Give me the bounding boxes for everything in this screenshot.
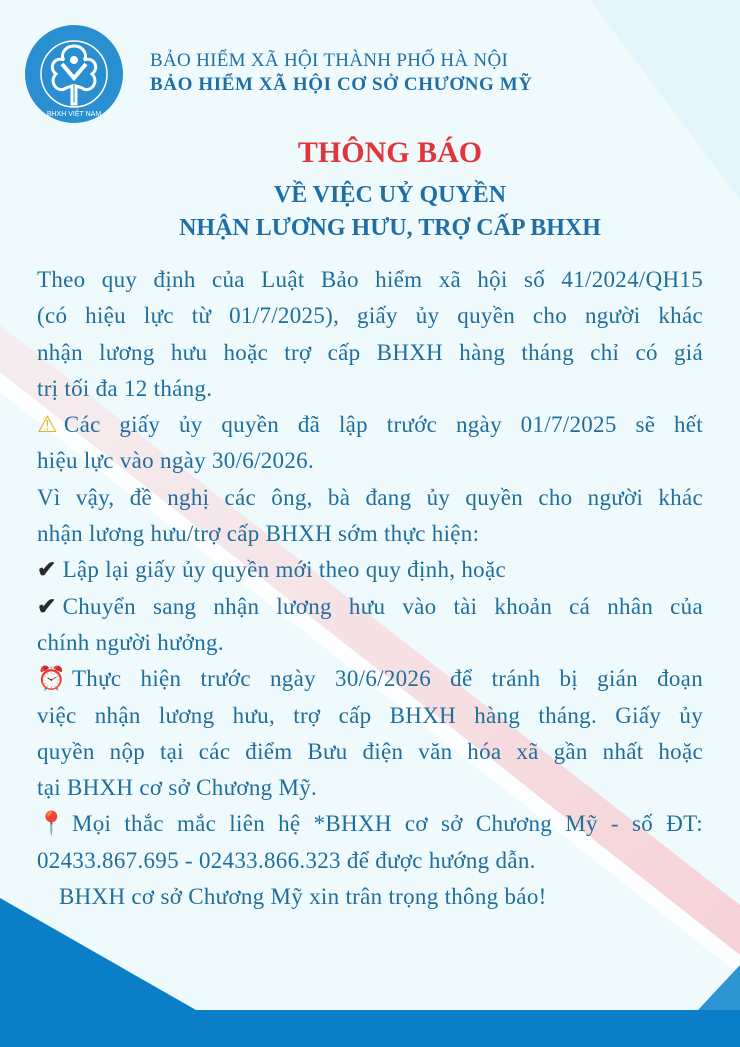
- text-line: việc nhận lương hưu, trợ cấp BHXH hàng tháng. Giấy ủy: [37, 702, 703, 728]
- option-bank-account: [37, 589, 703, 662]
- alarm-clock-icon: ⏰: [37, 666, 66, 692]
- org-line-1: BẢO HIỂM XÃ HỘI THÀNH PHỐ HÀ NỘI: [150, 50, 509, 71]
- text-line: nhận lương hưu/trợ cấp BHXH sớm thực hiện:: [37, 521, 480, 547]
- text-line: Theo quy định của Luật Bảo hiểm xã hội số 41/2024/QH15: [37, 267, 703, 292]
- org-line-2: BẢO HIỂM XÃ HỘI CƠ SỞ CHƯƠNG MỸ: [150, 74, 533, 95]
- notice-subtitle-1: VỀ VIỆC UỶ QUYỀN: [273, 182, 507, 208]
- notice-body: [37, 262, 703, 915]
- text-line: Các giấy ủy quyền đã lập trước ngày 01/7/2025 sẽ hết: [63, 412, 703, 438]
- option-reauthorize: [37, 552, 703, 588]
- text-line: chính người hưởng.: [37, 629, 224, 655]
- svg-text:BHXH VIỆT NAM: BHXH VIỆT NAM: [46, 111, 102, 118]
- text-line: Mọi thắc mắc liên hệ *BHXH cơ sở Chương Mỹ - số ĐT:: [71, 811, 703, 837]
- notice-title: THÔNG BÁO: [297, 136, 483, 169]
- text-line: trị tối đa 12 tháng.: [37, 375, 213, 401]
- text-line: tại BHXH cơ sở Chương Mỹ.: [37, 775, 318, 801]
- paragraph-contact: [37, 806, 703, 879]
- organization-header: [150, 50, 533, 96]
- notice-subtitle-2: NHẬN LƯƠNG HƯU, TRỢ CẤP BHXH: [179, 215, 601, 241]
- text-line: Thực hiện trước ngày 30/6/2026 để tránh bị gián đoạn: [71, 666, 703, 692]
- contact-phones: 02433.867.695 - 02433.866.323 để được hướng dẫn.: [37, 847, 536, 873]
- top-right-triangle: [590, 0, 740, 200]
- text-line: Chuyển sang nhận lương hưu vào tài khoản cá nhân của: [62, 593, 703, 619]
- paragraph-law: [37, 262, 703, 407]
- text-line: hiệu lực vào ngày 30/6/2026.: [37, 448, 315, 474]
- paragraph-request: [37, 480, 703, 553]
- paragraph-deadline: [37, 661, 703, 806]
- text-line: Vì vậy, đề nghị các ông, bà đang ủy quyền cho người khác: [37, 484, 703, 510]
- text-line: quyền nộp tại các điểm Bưu điện văn hóa xã gần nhất hoặc: [37, 738, 703, 764]
- warning-icon: ⚠: [37, 412, 58, 438]
- paragraph-warning: [37, 407, 703, 480]
- checkmark-icon: ✔: [37, 557, 57, 583]
- closing-line: BHXH cơ sở Chương Mỹ xin trân trọng thông báo!: [59, 884, 547, 910]
- text-line: nhận lương hưu hoặc trợ cấp BHXH hàng tháng chỉ có giá: [37, 339, 703, 365]
- bottom-blue-band: [0, 898, 740, 1047]
- bottom-right-triangle: [698, 965, 740, 1010]
- text-line: Lập lại giấy ủy quyền mới theo quy định, hoặc: [62, 557, 506, 583]
- text-line: (có hiệu lực từ 01/7/2025), giấy ủy quyền cho người khác: [37, 303, 703, 329]
- bhxh-logo: [24, 24, 124, 124]
- pushpin-icon: 📍: [37, 811, 66, 837]
- checkmark-icon: ✔: [37, 593, 57, 619]
